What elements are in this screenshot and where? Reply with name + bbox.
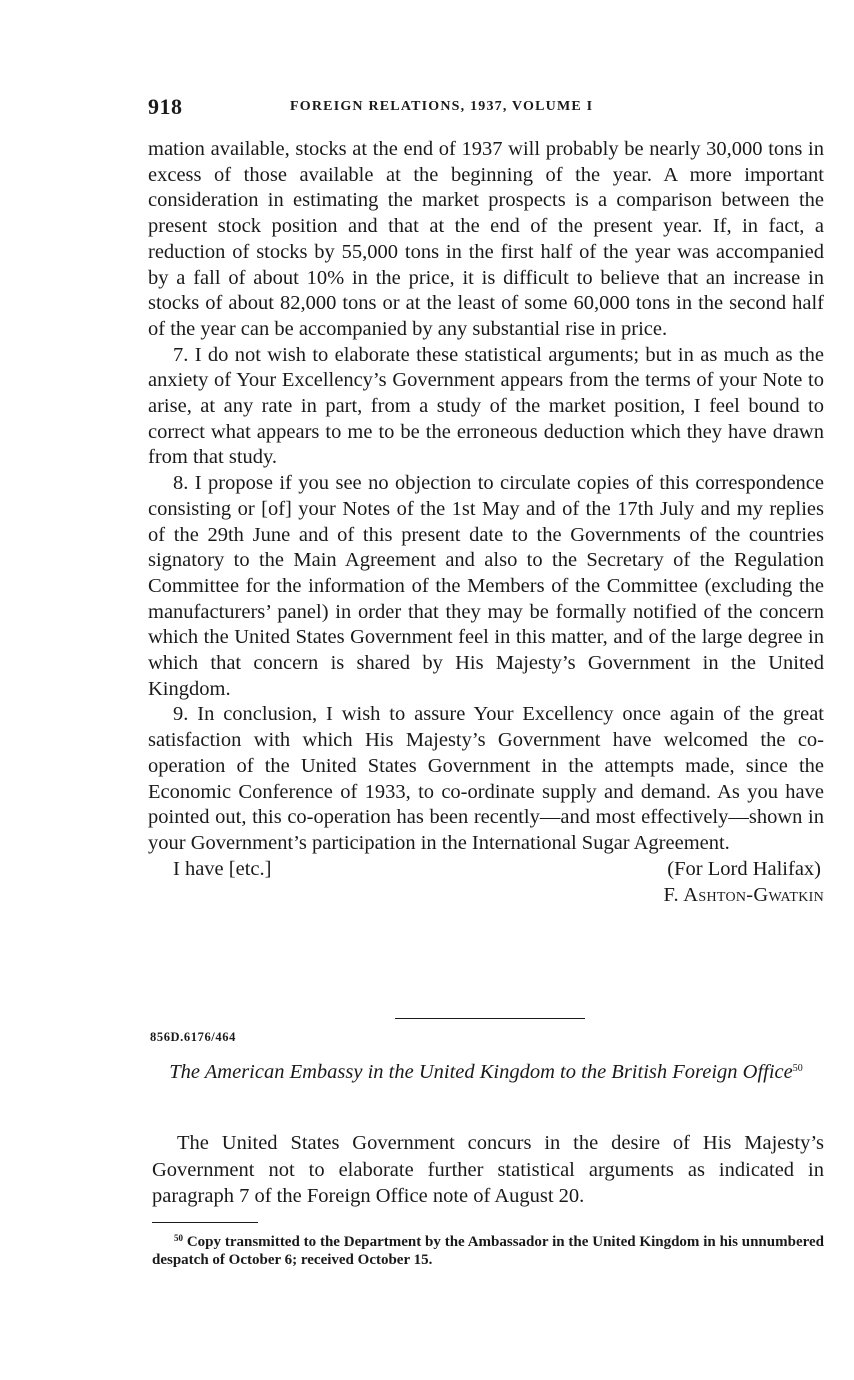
closing-block (148, 857, 824, 909)
file-number: 856D.6176/464 (150, 1030, 236, 1044)
footnote-text: Copy transmitted to the Department by the Ambassador in the United Kingdom in his unnumbered despatch of October 6; received October 15. (152, 1234, 824, 1268)
page-header (148, 94, 824, 124)
second-document-paragraph: The United States Government concurs in the desire of His Majesty’s Government not to elaborate further statistical arguments as indicated in paragraph 7 of the Foreign Office note of August 20. (152, 1132, 824, 1207)
running-head: FOREIGN RELATIONS, 1937, VOLUME I (290, 99, 594, 114)
paragraph-7: 7. I do not wish to elaborate these statistical arguments; but in as much as the anxiety of Your Excellency’s Government appears from the terms of your Note to arise, at any rate in part, from a study of the market position, I feel bound to correct what appears to me to be the erroneous deduction which they have drawn from that study. (148, 343, 824, 469)
section-divider (395, 1018, 585, 1019)
document-title-text: The American Embassy in the United Kingdom to the British Foreign Office (169, 1061, 793, 1083)
footnote (152, 1230, 824, 1269)
document-title (148, 1056, 824, 1086)
footnote-mark: 50 (174, 1233, 183, 1243)
closing-salutation: I have [etc.] (173, 857, 272, 880)
paragraph-8: 8. I propose if you see no objection to circulate copies of this correspondence consisting or [of] your Notes of the 1st May and of the 17th July and my replies of the 29th June and of this present date to the Governments of the countries signatory to the Main Agreement and also to the Secretary of the Regulation Committee for the information of the Members of the Committee (excluding the manufacturers’ panel) in order that they may be formally notified of the concern which the United States Government feel in this matter, and of the large degree in which that concern is shared by His Majesty’s Government in the United Kingdom. (148, 472, 824, 700)
paragraph-continuation: mation available, stocks at the end of 1937 will probably be nearly 30,000 tons in excess of those available at the beginning of the year. A more important consideration in estimating the market prospects is a comparison between the present stock position and that at the end of the present year. If, in fact, a reduction of stocks by 55,000 tons in the first half of the year was accompanied by a fall of about 10% in the price, it is difficult to believe that an increase in stocks of about 82,000 tons or at the least of some 60,000 tons in the second half of the year can be accompanied by any substantial rise in price. (148, 138, 824, 340)
second-document-body (152, 1130, 824, 1210)
footnote-divider (152, 1222, 258, 1223)
footnote-reference: 50 (792, 1063, 803, 1074)
paragraph-9: 9. In conclusion, I wish to assure Your Excellency once again of the great satisfaction with which His Majesty’s Government have welcomed the co-operation of the United States Government in the attempts made, since the Economic Conference of 1933, to co-ordinate supply and demand. As you have pointed out, this co-operation has been recently—and most effectively—shown in your Government’s participation in the International Sugar Agreement. (148, 703, 824, 854)
closing-on-behalf: (For Lord Halifax) (667, 857, 821, 880)
signature: F. Ashton-Gwatkin (663, 883, 824, 906)
main-text (148, 137, 824, 909)
page-number: 918 (148, 94, 183, 119)
